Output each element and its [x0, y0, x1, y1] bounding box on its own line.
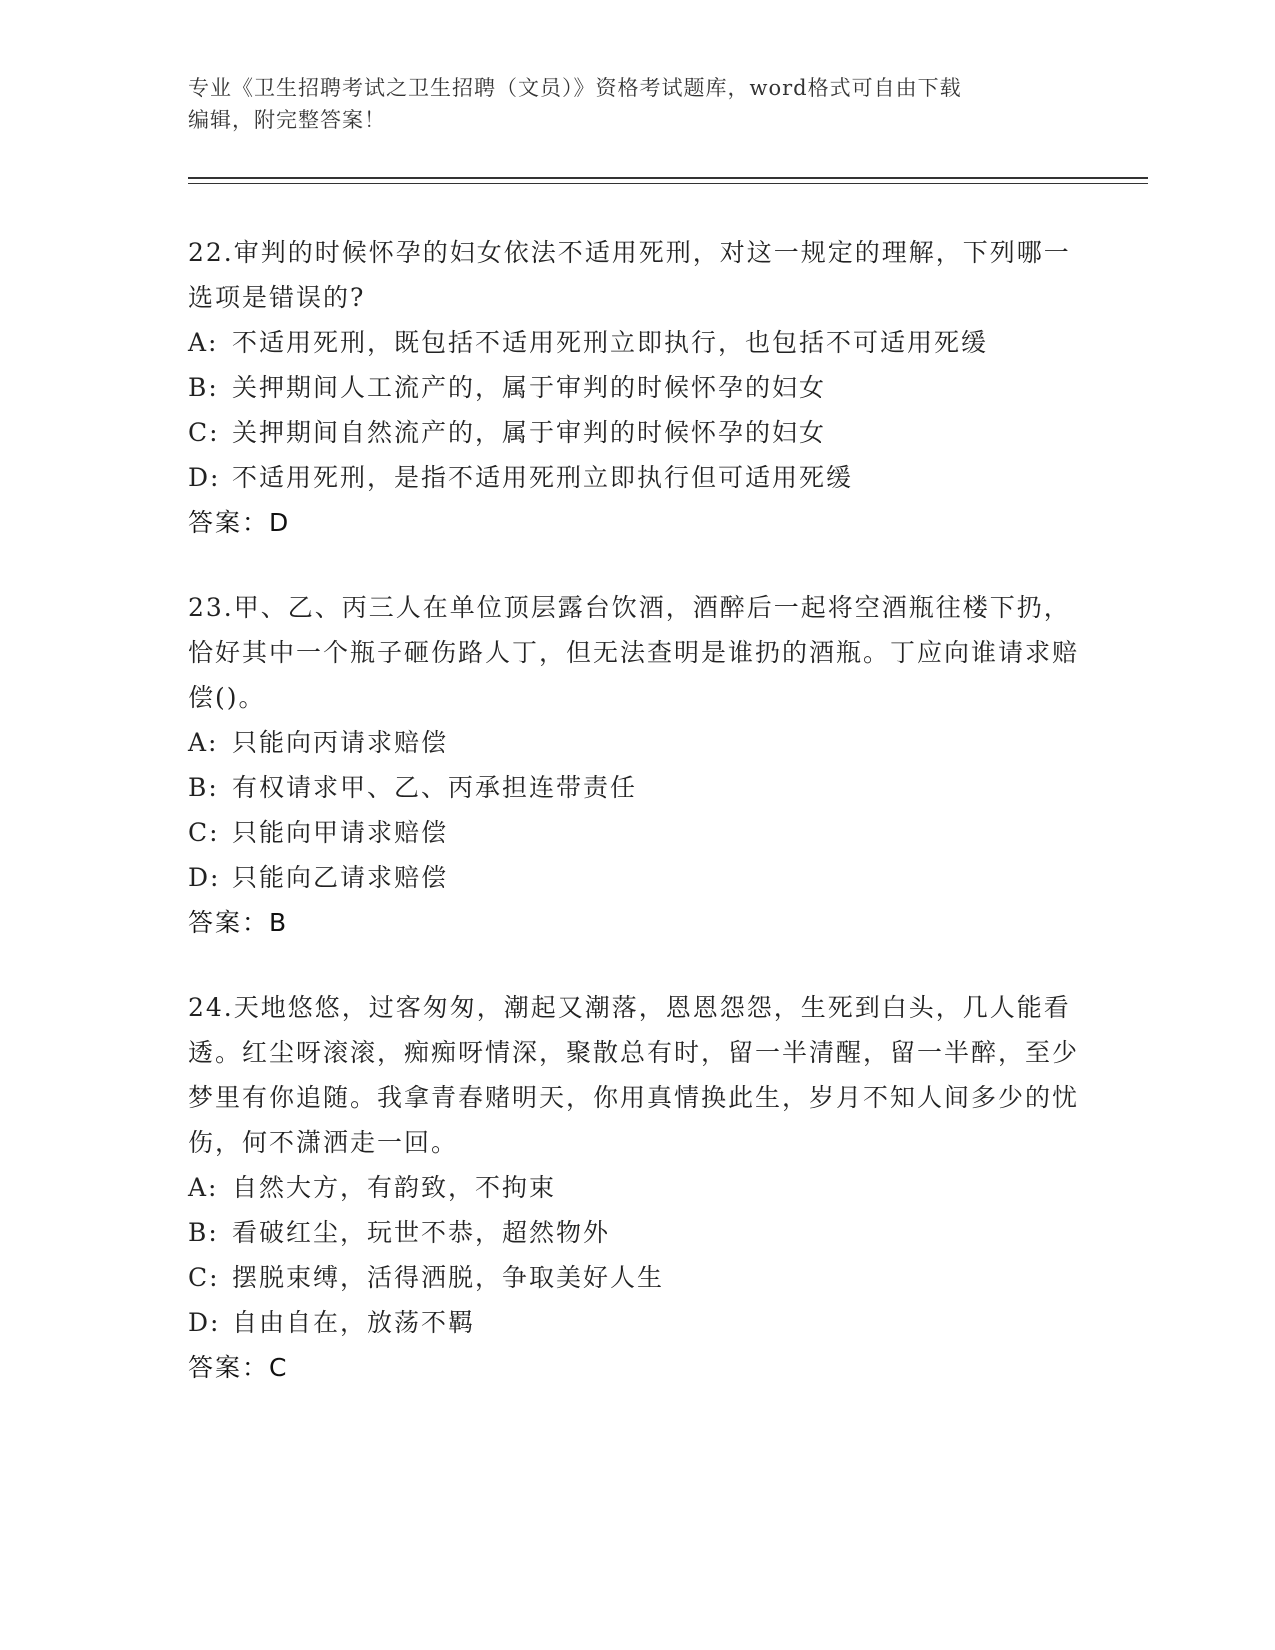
option-key: B:: [188, 773, 219, 802]
option-a: [188, 1165, 1088, 1210]
option-text: 只能向丙请求赔偿: [232, 728, 449, 757]
option-key: C:: [188, 818, 220, 847]
option-text: 不适用死刑，既包括不适用死刑立即执行，也包括不可适用死缓: [232, 328, 989, 357]
option-d: [188, 1300, 1088, 1345]
question-stem: 24.天地悠悠，过客匆匆，潮起又潮落，恩恩怨怨，生死到白头，几人能看透。红尘呀滚滚，痴痴呀情深，聚散总有时，留一半清醒，留一半醉，至少梦里有你追随。我拿青春赌明天，你用真情换此生，岁月不知人间多少的忧伤，何不潇洒走一回。: [188, 993, 1080, 1157]
question-23: [188, 585, 1088, 945]
option-text: 自由自在，放荡不羁: [232, 1308, 476, 1337]
answer-line: 答案：D: [188, 508, 291, 537]
question-stem: 22.审判的时候怀孕的妇女依法不适用死刑，对这一规定的理解，下列哪一选项是错误的?: [188, 238, 1071, 312]
option-key: D:: [188, 863, 221, 892]
answer-line: 答案：B: [188, 908, 289, 937]
header-line-2: 编辑，附完整答案！: [188, 108, 386, 132]
option-key: C:: [188, 1263, 220, 1292]
option-key: B:: [188, 373, 219, 402]
option-text: 看破红尘，玩世不恭，超然物外: [232, 1218, 611, 1247]
option-b: [188, 765, 1088, 810]
option-a: [188, 320, 1088, 365]
option-a: [188, 720, 1088, 765]
option-key: D:: [188, 1308, 221, 1337]
question-22: [188, 230, 1088, 545]
option-key: A:: [188, 1173, 219, 1202]
option-text: 只能向乙请求赔偿: [232, 863, 449, 892]
question-list: [188, 230, 1088, 1430]
question-stem: 23.甲、乙、丙三人在单位顶层露台饮酒，酒醉后一起将空酒瓶往楼下扔，恰好其中一个瓶子砸伤路人丁，但无法查明是谁扔的酒瓶。丁应向谁请求赔偿()。: [188, 593, 1080, 712]
option-text: 有权请求甲、乙、丙承担连带责任: [232, 773, 638, 802]
option-key: A:: [188, 328, 219, 357]
option-text: 不适用死刑，是指不适用死刑立即执行但可适用死缓: [232, 463, 854, 492]
header-line-1: 专业《卫生招聘考试之卫生招聘（文员）》资格考试题库，word格式可自由下载: [188, 76, 962, 100]
option-key: D:: [188, 463, 221, 492]
option-d: [188, 455, 1088, 500]
document-header: [188, 72, 1068, 136]
header-rule-thick: [188, 177, 1148, 179]
header-rule-thin: [188, 183, 1148, 184]
option-text: 自然大方，有韵致，不拘束: [232, 1173, 557, 1202]
option-text: 关押期间自然流产的，属于审判的时候怀孕的妇女: [232, 418, 827, 447]
question-24: [188, 985, 1088, 1390]
option-text: 关押期间人工流产的，属于审判的时候怀孕的妇女: [232, 373, 827, 402]
option-b: [188, 1210, 1088, 1255]
option-key: B:: [188, 1218, 219, 1247]
answer-line: 答案：C: [188, 1353, 289, 1382]
option-text: 只能向甲请求赔偿: [232, 818, 449, 847]
option-key: A:: [188, 728, 219, 757]
option-b: [188, 365, 1088, 410]
option-c: [188, 810, 1088, 855]
option-d: [188, 855, 1088, 900]
option-c: [188, 1255, 1088, 1300]
option-key: C:: [188, 418, 220, 447]
option-c: [188, 410, 1088, 455]
option-text: 摆脱束缚，活得洒脱，争取美好人生: [232, 1263, 665, 1292]
